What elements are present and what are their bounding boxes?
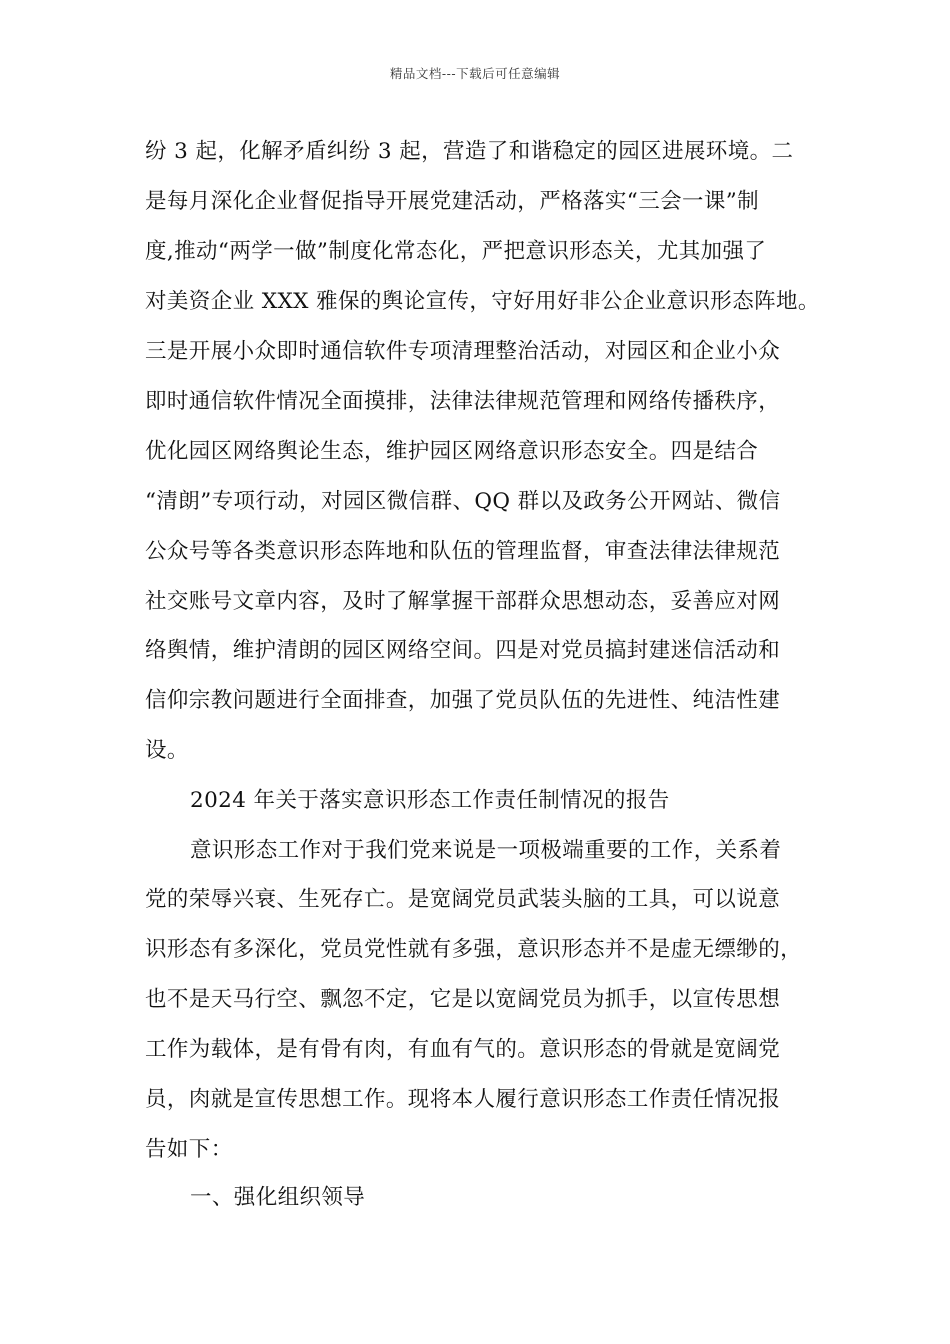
page-header: 精品文档---下载后可任意编辑 <box>389 66 561 81</box>
body-line-4: 对美资企业 XXX 雅保的舆论宣传，守好用好非公企业意识形态阵地。 <box>145 289 820 314</box>
body-line-9: 公众号等各类意识形态阵地和队伍的管理监督，审查法律法律规范 <box>145 539 781 564</box>
intro-line-6: 员，肉就是宣传思想工作。现将本人履行意识形态工作责任情况报 <box>145 1087 781 1112</box>
intro-line-4: 也不是天马行空、飘忽不定，它是以宽阔党员为抓手，以宣传思想 <box>145 987 781 1012</box>
section-heading: 一、强化组织领导 <box>190 1185 366 1210</box>
body-line-1: 纷 3 起，化解矛盾纠纷 3 起，营造了和谐稳定的园区进展环境。二 <box>145 139 794 164</box>
body-line-2: 是每月深化企业督促指导开展党建活动，严格落实“三会一课”制 <box>145 189 760 214</box>
body-line-13: 设。 <box>145 738 189 763</box>
intro-line-3: 识形态有多深化，党员党性就有多强，意识形态并不是虚无缥缈的， <box>145 937 803 962</box>
body-line-12: 信仰宗教问题进行全面排查，加强了党员队伍的先进性、纯洁性建 <box>145 688 781 713</box>
body-line-10: 社交账号文章内容，及时了解掌握干部群众思想动态，妥善应对网 <box>145 589 781 614</box>
body-line-3: 度,推动“两学一做”制度化常态化，严把意识形态关，尤其加强了 <box>145 239 767 264</box>
body-line-5: 三是开展小众即时通信软件专项清理整治活动，对园区和企业小众 <box>145 339 781 364</box>
body-line-7: 优化园区网络舆论生态，维护园区网络意识形态安全。四是结合 <box>145 439 759 464</box>
intro-line-1: 意识形态工作对于我们党来说是一项极端重要的工作，关系着 <box>190 838 782 863</box>
intro-line-2: 党的荣辱兴衰、生死存亡。是宽阔党员武装头脑的工具，可以说意 <box>145 887 781 912</box>
intro-line-5: 工作为载体，是有骨有肉，有血有气的。意识形态的骨就是宽阔党 <box>145 1037 781 1062</box>
body-line-6: 即时通信软件情况全面摸排，法律法律规范管理和网络传播秩序， <box>145 389 781 414</box>
report-title: 2024 年关于落实意识形态工作责任制情况的报告 <box>190 788 670 813</box>
intro-line-7: 告如下： <box>145 1137 233 1162</box>
body-line-11: 络舆情，维护清朗的园区网络空间。四是对党员搞封建迷信活动和 <box>145 638 781 663</box>
body-line-8: “清朗”专项行动，对园区微信群、QQ 群以及政务公开网站、微信 <box>145 489 781 514</box>
